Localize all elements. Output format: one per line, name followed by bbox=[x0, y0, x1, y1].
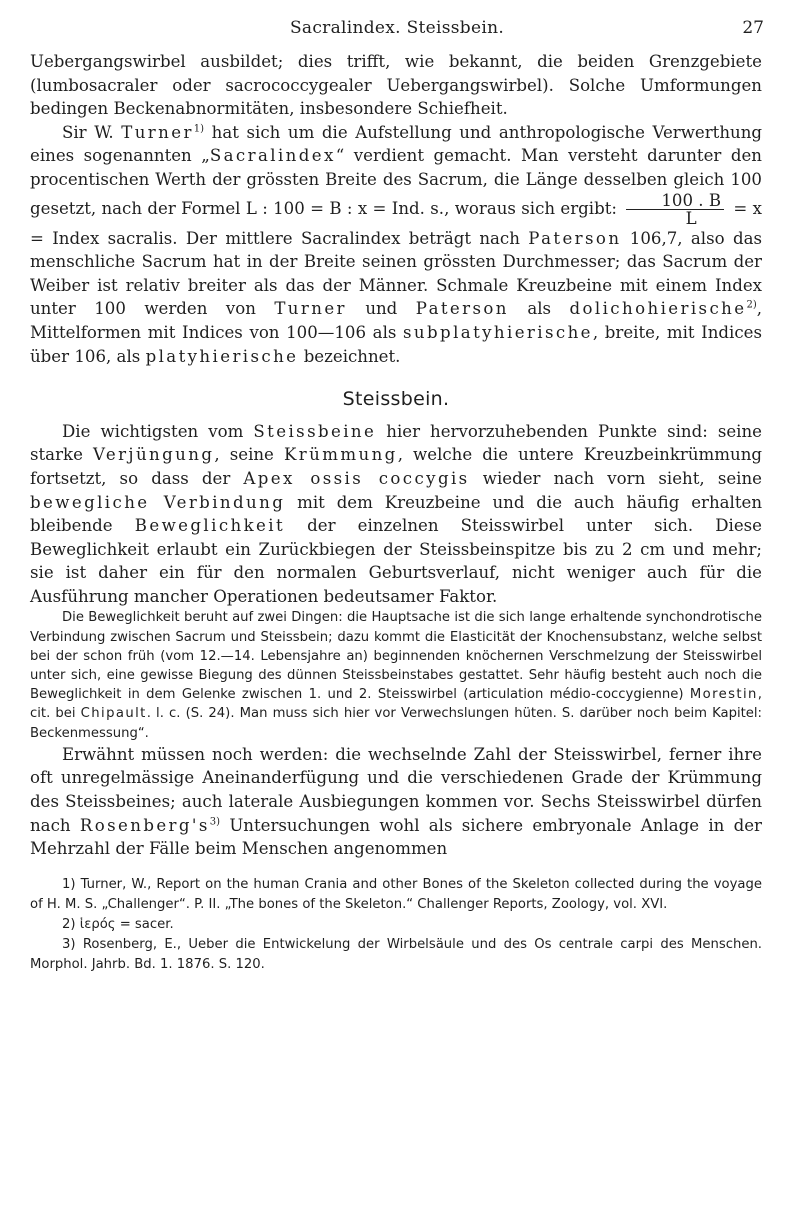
footnote-ref-1: 1) bbox=[193, 123, 205, 135]
formula-fraction bbox=[626, 192, 724, 227]
author-rosenberg: Rosenberg's bbox=[79, 815, 210, 835]
term-steissbeine: Steissbeine bbox=[253, 421, 377, 441]
term-apex: Apex ossis coccygis bbox=[243, 468, 470, 488]
paragraph-4: Erwähnt müssen noch werden: die wechselnde Zahl der Steisswirbel, ferner ihre oft unregelmässige Aneinanderfügung und die verschiedenen Grade der Krümmung des Steissbeines; auch laterale Ausbiegungen kommen vor. Sechs Steisswirbel dürfen nach $Rosenberg's^{3)}$ Untersuchungen wohl als sichere embryonale Anlage in der Mehrzahl der Fälle beim Menschen angenommen bbox=[30, 744, 762, 859]
author-turner-2: Turner bbox=[274, 299, 347, 319]
term-sacralindex: Sacralindex bbox=[209, 146, 336, 166]
author-paterson: Paterson bbox=[528, 228, 622, 248]
author-chipault: Chipault bbox=[80, 706, 147, 722]
footnote-2: 2) ἱερός = sacer. bbox=[62, 916, 174, 932]
page-body bbox=[30, 50, 762, 975]
small-print-paragraph: Die Beweglichkeit beruht auf zwei Dingen: die Hauptsache ist die sich lange erhaltende synchondrotische Verbindung zwischen Sacrum und Steissbein; dazu kommt die Elasticität der Knochensubstanz, welche selbst bei der schon früh (vom 12.—14. Lebensjahre an) beginnenden knöchernen Verschmelzung der Steisswirbel unter sich, eine gewisse Biegung des dünnen Steissbeinstabes gestattet. Sehr häufig besteht auch noch die Beweglichkeit in dem Gelenke zwischen 1. und 2. Steisswirbel (articulation médio-coccygienne) Morestin, cit. bei Chipault. l. c. (S. 24). Man muss sich hier vor Verwechslungen hüten. S. darüber noch beim Kapitel: Beckenmessung“. bbox=[30, 610, 762, 741]
paragraph-2: Sir W. Turner$^{1)}$ hat sich um die Aufstellung und anthropologische Verwerthung eines sogenannten „Sacralindex“ verdient gemacht. Man versteht darunter den procentischen Werth der grössten Breite des Sacrum, die Länge desselben gleich 100 gesetzt, nach der Formel L : 100 = B : x = Ind. s., woraus sich ergibt: $\frac{100 . B}{L}$ = x = Index sacralis. Der mittlere Sacralindex beträgt nach Paterson 106,7, also das menschliche Sacrum hat in der Breite seinen grössten Durchmesser; das Sacrum der Weiber ist relativ breiter als das der Männer. Schmale Kreuzbeine mit einem Index unter 100 werden von Turner und Paterson als dolichohierische$^{2)}$, Mittelformen mit Indices von 100—106 als subplatyhierische, breite, mit Indices über 106, als platyhierische bezeichnet. bbox=[30, 122, 763, 366]
author-paterson-2: Paterson bbox=[415, 299, 509, 319]
footnote-1: 1) Turner, W., Report on the human Crania and other Bones of the Skeleton collected during the voyage of H. M. S. „Challenger“. P. II. „The bones of the Skeleton.“ Challenger Reports, Zoology, vol. XVI. bbox=[30, 876, 762, 912]
term-subplatyhierische: subplatyhierische bbox=[403, 322, 593, 342]
running-head bbox=[30, 18, 764, 42]
term-beweglichkeit: Beweglichkeit bbox=[134, 516, 286, 536]
section-heading: Steissbein. bbox=[342, 388, 450, 411]
footnote-3: 3) Rosenberg, E., Ueber die Entwickelung der Wirbelsäule und des Os centrale carpi des Menschen. Morphol. Jahrb. Bd. 1. 1876. S. 120. bbox=[30, 936, 762, 972]
footnotes bbox=[30, 875, 762, 975]
term-verjuengung: Verjüngung bbox=[93, 445, 215, 465]
footnote-ref-2: 2) bbox=[746, 299, 757, 311]
term-kruemmung: Krümmung bbox=[284, 445, 398, 465]
footnote-ref-3: 3) bbox=[209, 816, 221, 828]
author-morestin: Morestin bbox=[689, 687, 758, 703]
page-number: 27 bbox=[742, 18, 764, 38]
running-title: Sacralindex. Steissbein. bbox=[289, 18, 505, 38]
fraction-numerator: 100 . B bbox=[626, 192, 724, 210]
term-platyhierische: platyhierische bbox=[145, 346, 299, 366]
paragraph-1: Uebergangswirbel ausbildet; dies trifft, wie bekannt, die beiden Grenzgebiete (lumbosacraler oder sacrococcygealer Uebergangswirbel). Solche Umformungen bedingen Beckenabnormitäten, insbesondere Schiefheit. bbox=[30, 52, 762, 119]
paragraph-3: Die wichtigsten vom Steissbeine hier hervorzuhebenden Punkte sind: seine starke Verjüngung, seine Krümmung, welche die untere Kreuzbeinkrümmung fortsetzt, so dass der Apex ossis coccygis wieder nach vorn sieht, seine bewegliche Verbindung mit dem Kreuzbeine und die auch häufig erhalten bleibende Beweglichkeit der einzelnen Steisswirbel unter sich. Diese Beweglichkeit erlaubt ein Zurückbiegen der Steissbeinspitze bis zu 2 cm und mehr; sie ist daher ein für den normalen Geburtsverlauf, nicht weniger auch für die Ausführung mancher Operationen bedeutsamer Faktor. bbox=[30, 421, 763, 606]
fraction-denominator: L bbox=[685, 208, 697, 228]
author-turner: Turner bbox=[121, 122, 194, 142]
term-bewegliche-verbindung: bewegliche Verbindung bbox=[30, 492, 286, 512]
term-dolichohierische: dolichohierische bbox=[569, 299, 747, 319]
